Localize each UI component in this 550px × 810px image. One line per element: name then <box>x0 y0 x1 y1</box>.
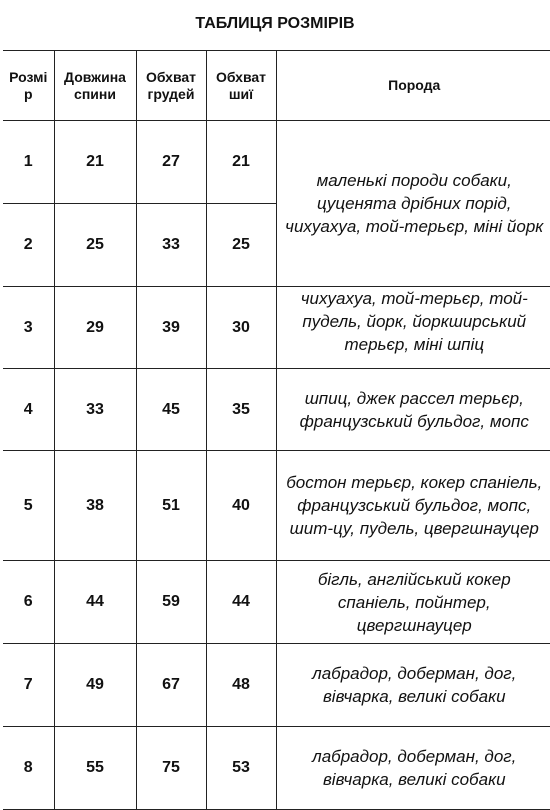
page-title: ТАБЛИЦЯ РОЗМІРІВ <box>195 15 355 32</box>
cell-size: 7 <box>3 644 54 727</box>
cell-size: 5 <box>3 451 54 561</box>
cell-back-length: 44 <box>54 561 136 644</box>
cell-chest: 75 <box>136 727 206 810</box>
cell-neck: 40 <box>206 451 276 561</box>
table-row <box>3 287 550 369</box>
header-size: Розмі р <box>3 51 54 121</box>
cell-breed <box>276 287 550 369</box>
cell-neck: 53 <box>206 727 276 810</box>
header-back-length: Довжина спини <box>54 51 136 121</box>
table-row <box>3 121 550 204</box>
cell-chest: 59 <box>136 561 206 644</box>
cell-breed: шпиц, джек рассел терьєр, французський бульдог, мопс <box>276 369 550 451</box>
cell-breed: лабрадор, доберман, дог, вівчарка, великі собаки <box>276 644 550 727</box>
cell-breed: бостон терьєр, кокер спаніель, французський бульдог, мопс, шит-цу, пудель, цвергшнауцер <box>276 451 550 561</box>
cell-chest: 45 <box>136 369 206 451</box>
cell-size: 1 <box>3 121 54 204</box>
cell-back-length: 38 <box>54 451 136 561</box>
cell-back-length: 25 <box>54 204 136 287</box>
header-breed: Порода <box>276 51 550 121</box>
header-neck: Обхват шиї <box>206 51 276 121</box>
cell-back-length: 21 <box>54 121 136 204</box>
cell-back-length: 49 <box>54 644 136 727</box>
size-table <box>3 50 550 810</box>
cell-size: 2 <box>3 204 54 287</box>
table-header-row <box>3 51 550 121</box>
cell-size: 8 <box>3 727 54 810</box>
cell-neck: 21 <box>206 121 276 204</box>
cell-chest: 39 <box>136 287 206 369</box>
table-row <box>3 369 550 451</box>
cell-breed: бігль, англійський кокер спаніель, пойнтер, цвергшнауцер <box>276 561 550 644</box>
cell-size: 3 <box>3 287 54 369</box>
cell-chest: 33 <box>136 204 206 287</box>
cell-back-length: 29 <box>54 287 136 369</box>
cell-neck: 48 <box>206 644 276 727</box>
table-row <box>3 727 550 810</box>
table-row <box>3 644 550 727</box>
cell-back-length: 55 <box>54 727 136 810</box>
cell-chest: 67 <box>136 644 206 727</box>
cell-chest: 27 <box>136 121 206 204</box>
header-chest: Обхват грудей <box>136 51 206 121</box>
cell-neck: 30 <box>206 287 276 369</box>
table-row <box>3 561 550 644</box>
cell-chest: 51 <box>136 451 206 561</box>
cell-size: 4 <box>3 369 54 451</box>
cell-neck: 44 <box>206 561 276 644</box>
cell-size: 6 <box>3 561 54 644</box>
cell-breed: маленькі породи собаки, цуценята дрібних порід, чихуахуа, той-терьєр, міні йорк <box>276 121 550 287</box>
cell-breed-text: чихуахуа, той-терьєр, той-пудель, йорк, йоркширський терьєр, міні шпіц <box>300 289 528 354</box>
table-row <box>3 451 550 561</box>
cell-back-length: 33 <box>54 369 136 451</box>
cell-neck: 25 <box>206 204 276 287</box>
cell-neck: 35 <box>206 369 276 451</box>
cell-breed: лабрадор, доберман, дог, вівчарка, великі собаки <box>276 727 550 810</box>
